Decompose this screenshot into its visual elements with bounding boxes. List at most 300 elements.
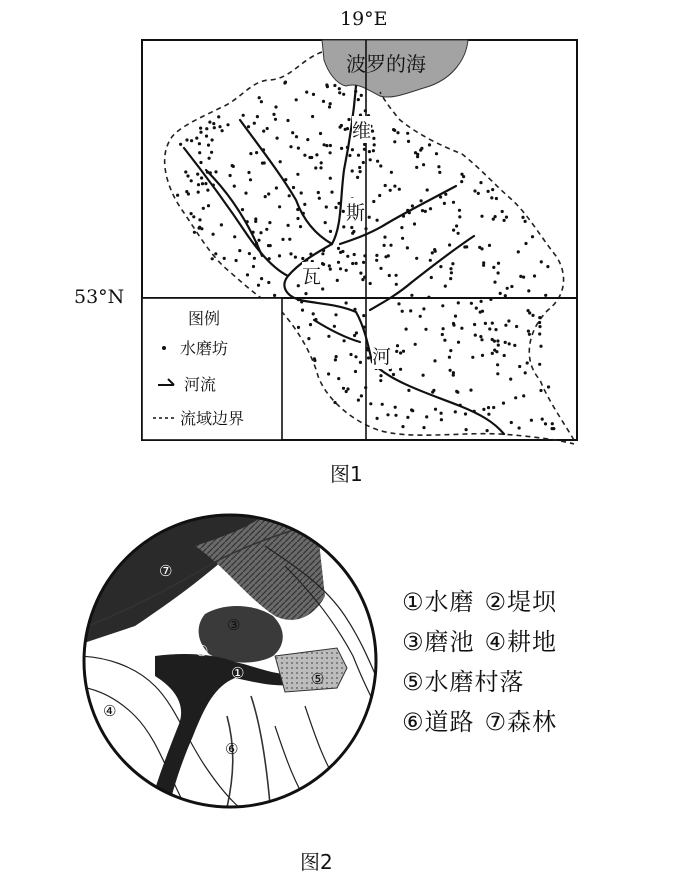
water-mill-dot xyxy=(205,135,208,138)
water-mill-dot xyxy=(337,377,340,380)
key-road: ⑥道路 xyxy=(402,708,475,736)
water-mill-dot xyxy=(443,339,446,342)
water-mill-dot xyxy=(395,274,398,277)
water-mill-dot xyxy=(452,322,455,325)
water-mill-dot xyxy=(278,254,281,257)
water-mill-dot xyxy=(464,412,467,415)
water-mill-dot xyxy=(439,195,442,198)
water-mill-dot xyxy=(509,378,512,381)
water-mill-dot xyxy=(344,128,347,131)
water-mill-dot xyxy=(364,109,367,112)
water-mill-dot xyxy=(343,339,346,342)
water-mill-dot xyxy=(330,191,333,194)
water-mill-dot xyxy=(351,148,354,151)
water-mill-dot xyxy=(415,166,418,169)
river-char-3: 瓦 xyxy=(302,262,321,289)
water-mill-dot xyxy=(363,254,366,257)
water-mill-dot xyxy=(407,140,410,143)
water-mill-dot xyxy=(363,143,366,146)
water-mill-dot xyxy=(210,151,213,154)
water-mill-dot xyxy=(448,356,451,359)
water-mill-dot xyxy=(495,350,498,353)
water-mill-dot xyxy=(479,181,482,184)
water-mill-dot xyxy=(198,226,201,229)
water-mill-dot xyxy=(379,164,382,167)
water-mill-dot xyxy=(538,316,541,319)
water-mill-dot xyxy=(342,225,345,228)
water-mill-dot xyxy=(317,191,320,194)
water-mill-dot xyxy=(415,257,418,260)
water-mill-dot xyxy=(439,265,442,268)
water-mill-dot xyxy=(538,363,541,366)
water-mill-dot xyxy=(379,267,382,270)
water-mill-dot xyxy=(487,406,490,409)
water-mill-dot xyxy=(214,170,217,173)
water-mill-dot xyxy=(375,259,378,262)
water-mill-dot xyxy=(376,160,379,163)
water-mill-dot xyxy=(449,267,452,270)
water-mill-dot xyxy=(359,170,362,173)
water-mill-dot xyxy=(411,204,414,207)
water-mill-dot xyxy=(346,387,349,390)
water-mill-dot xyxy=(518,365,521,368)
water-mill-dot xyxy=(328,105,331,108)
water-mill-dot xyxy=(541,418,544,421)
water-mill-dot xyxy=(454,410,457,413)
water-mill-dot xyxy=(469,389,472,392)
water-mill-dot xyxy=(396,131,399,134)
water-mill-dot xyxy=(487,190,490,193)
water-mill-dot xyxy=(364,386,367,389)
water-mill-dot xyxy=(304,292,307,295)
water-mill-dot xyxy=(193,231,196,234)
water-mill-dot xyxy=(369,402,372,405)
water-mill-dot xyxy=(419,315,422,318)
water-mill-dot xyxy=(405,328,408,331)
water-mill-dot xyxy=(379,374,382,377)
mill-pond xyxy=(199,606,283,663)
water-mill-dot xyxy=(406,132,409,135)
water-mill-dot xyxy=(213,126,216,129)
water-mill-dot xyxy=(337,261,340,264)
water-mill-dot xyxy=(389,189,392,192)
water-mill-dot xyxy=(192,215,195,218)
water-mill-dot xyxy=(372,137,375,140)
legend-item-boundary xyxy=(152,406,244,429)
water-mill-dot xyxy=(454,315,457,318)
water-mill-dot xyxy=(253,257,256,260)
water-mill-dot xyxy=(246,273,249,276)
figure2-key xyxy=(402,582,567,742)
water-mill-dot xyxy=(452,201,455,204)
water-mill-dot xyxy=(496,372,499,375)
water-mill-dot xyxy=(291,131,294,134)
water-mill-dot xyxy=(212,233,215,236)
water-mill-dot xyxy=(475,307,478,310)
water-mill-dot xyxy=(502,402,505,405)
water-mill-dot xyxy=(335,355,338,358)
water-mill-dot xyxy=(333,84,336,87)
water-mill-dot xyxy=(471,356,474,359)
water-mill-dot xyxy=(420,147,423,150)
water-mill-dot xyxy=(477,192,480,195)
water-mill-dot xyxy=(395,350,398,353)
water-mill-dot xyxy=(284,81,287,84)
water-mill-dot xyxy=(356,176,359,179)
water-mill-dot xyxy=(301,309,304,312)
water-mill-dot xyxy=(357,154,360,157)
water-mill-dot xyxy=(233,185,236,188)
water-mill-dot xyxy=(292,186,295,189)
water-mill-dot xyxy=(334,206,337,209)
water-mill-dot xyxy=(206,189,209,192)
water-mill-dot xyxy=(430,276,433,279)
water-mill-dot xyxy=(255,242,258,245)
water-mill-dot xyxy=(488,327,491,330)
water-mill-dot xyxy=(221,129,224,132)
water-mill-dot xyxy=(325,144,328,147)
marker-1: ① xyxy=(231,664,245,682)
water-mill-dot xyxy=(414,343,417,346)
water-mill-dot xyxy=(206,171,209,174)
water-mill-dot xyxy=(342,210,345,213)
water-mill-dot xyxy=(311,115,314,118)
water-mill-dot xyxy=(473,189,476,192)
water-mill-dot xyxy=(487,413,490,416)
water-mill-dot xyxy=(329,144,332,147)
water-mill-dot xyxy=(185,190,188,193)
water-mill-dot xyxy=(262,130,265,133)
water-mill-dot xyxy=(426,188,429,191)
water-mill-dot xyxy=(244,192,247,195)
marker-4: ④ xyxy=(103,702,117,720)
water-mill-dot xyxy=(410,294,413,297)
water-mill-dot xyxy=(533,274,536,277)
water-mill-dot xyxy=(504,294,507,297)
water-mill-dot xyxy=(355,262,358,265)
water-mill-dot xyxy=(289,252,292,255)
water-mill-dot xyxy=(513,344,516,347)
water-mill-dot xyxy=(300,300,303,303)
water-mill-dot xyxy=(444,193,447,196)
water-mill-dot xyxy=(217,115,220,118)
key-farmland: ④耕地 xyxy=(484,628,558,656)
water-mill-dot xyxy=(501,210,504,213)
water-mill-dot xyxy=(371,130,374,133)
water-mill-dot xyxy=(338,87,341,90)
water-mill-dot xyxy=(266,127,269,130)
water-mill-dot xyxy=(431,391,434,394)
water-mill-dot xyxy=(201,182,204,185)
water-mill-dot xyxy=(235,259,238,262)
water-mill-dot xyxy=(212,184,215,187)
water-mill-dot xyxy=(296,217,299,220)
water-mill-dot xyxy=(491,188,494,191)
water-mill-dot xyxy=(422,374,425,377)
water-mill-dot xyxy=(449,349,452,352)
key-mill-pond: ③磨池 xyxy=(402,628,475,656)
water-mill-dot xyxy=(479,335,482,338)
water-mill-dot xyxy=(383,236,386,239)
water-mill-dot xyxy=(369,282,372,285)
water-mill-dot xyxy=(196,173,199,176)
water-mill-dot xyxy=(363,148,366,151)
water-mill-dot xyxy=(358,166,361,169)
water-mill-dot xyxy=(334,358,337,361)
water-mill-dot xyxy=(351,262,354,265)
water-mill-dot xyxy=(274,105,277,108)
water-mill-dot xyxy=(491,322,494,325)
water-mill-dot xyxy=(367,356,370,359)
water-mill-dot xyxy=(289,145,292,148)
water-mill-dot xyxy=(376,219,379,222)
water-mill-dot xyxy=(267,244,270,247)
water-mill-dot xyxy=(337,247,340,250)
water-mill-dot xyxy=(429,259,432,262)
marker-7: ⑦ xyxy=(159,562,173,580)
water-mill-dot xyxy=(190,212,193,215)
water-mill-dot xyxy=(297,298,300,301)
water-mill-dot xyxy=(259,231,262,234)
water-mill-dot xyxy=(505,216,508,219)
water-mill-dot xyxy=(263,161,266,164)
water-mill-dot xyxy=(421,209,424,212)
water-mill-dot xyxy=(254,220,257,223)
key-mill: ①水磨 xyxy=(402,588,475,616)
water-mill-dot xyxy=(474,334,477,337)
water-mill-dot xyxy=(372,200,375,203)
water-mill-dot xyxy=(435,152,438,155)
water-mill-dot xyxy=(329,268,332,271)
water-mill-dot xyxy=(249,178,252,181)
water-mill-dot xyxy=(353,253,356,256)
water-mill-dot xyxy=(440,418,443,421)
water-mill-dot xyxy=(297,284,300,287)
water-mill-dot xyxy=(312,312,315,315)
water-mill-dot xyxy=(246,220,249,223)
water-mill-dot xyxy=(491,352,494,355)
marker-5: ⑤ xyxy=(311,670,325,688)
water-mill-dot xyxy=(524,371,527,374)
water-mill-dot xyxy=(276,137,279,140)
water-mill-dot xyxy=(309,323,312,326)
water-mill-dot xyxy=(527,289,530,292)
water-mill-village-diagram xyxy=(75,506,385,816)
water-mill-dot xyxy=(407,389,410,392)
water-mill-dot xyxy=(305,91,308,94)
water-mill-dot xyxy=(303,203,306,206)
water-mill-dot xyxy=(503,219,506,222)
water-mill-dot xyxy=(297,147,300,150)
water-mill-dot xyxy=(400,226,403,229)
water-mill-dot xyxy=(406,246,409,249)
water-mill-dot xyxy=(279,160,282,163)
vistula-main xyxy=(284,86,504,434)
water-mill-dot xyxy=(208,121,211,124)
water-mill-dot xyxy=(336,279,339,282)
tributary-nw xyxy=(240,120,332,244)
water-mill-dot xyxy=(325,83,328,86)
water-mill-dot xyxy=(309,253,312,256)
water-mill-dot xyxy=(190,179,193,182)
water-mill-dot xyxy=(321,252,324,255)
water-mill-dot xyxy=(320,161,323,164)
water-mill-dot xyxy=(519,275,522,278)
water-mill-dot xyxy=(202,207,205,210)
water-mill-dot xyxy=(197,183,200,186)
water-mill-dot xyxy=(272,113,275,116)
water-mill-dot xyxy=(496,363,499,366)
water-mill-dot xyxy=(449,369,452,372)
water-mill-dot xyxy=(460,180,463,183)
water-mill-dot xyxy=(260,100,263,103)
water-mill-dot xyxy=(186,174,189,177)
water-mill-dot xyxy=(287,224,290,227)
water-mill-dot xyxy=(242,114,245,117)
water-mill-dot xyxy=(322,100,325,103)
water-mill-dot xyxy=(397,302,400,305)
water-mill-dot xyxy=(366,348,369,351)
water-mill-dot xyxy=(510,421,513,424)
water-mill-dot xyxy=(288,194,291,197)
water-mill-dot xyxy=(341,250,344,253)
legend-title: 图例 xyxy=(188,309,221,328)
water-mill-dot xyxy=(401,237,404,240)
water-mill-dot xyxy=(422,307,425,310)
water-mill-dot xyxy=(399,351,402,354)
water-mill-dot xyxy=(496,339,499,342)
boundary-symbol-icon xyxy=(152,413,176,423)
water-mill-dot xyxy=(504,324,507,327)
water-mill-dot xyxy=(321,287,324,290)
water-mill-dot xyxy=(281,238,284,241)
water-mill-dot xyxy=(484,322,487,325)
water-mill-dot xyxy=(322,249,325,252)
water-mill-dot xyxy=(207,144,210,147)
water-mill-dot xyxy=(329,230,332,233)
legend-item-river xyxy=(156,372,216,395)
water-mill-dot xyxy=(546,265,549,268)
water-mill-dot xyxy=(514,396,517,399)
water-mill-dot xyxy=(241,208,244,211)
water-mill-dot xyxy=(444,285,447,288)
water-mill-dot xyxy=(458,215,461,218)
water-mill-dot xyxy=(455,224,458,227)
water-mill-dot xyxy=(493,281,496,284)
water-mill-dot xyxy=(351,232,354,235)
water-mill-dot xyxy=(357,399,360,402)
river-char-2: 斯 xyxy=(346,198,365,225)
water-mill-dot xyxy=(214,252,217,255)
water-mill-dot xyxy=(198,151,201,154)
water-mill-dot xyxy=(218,125,221,128)
water-mill-dot xyxy=(268,257,271,260)
water-mill-dot xyxy=(438,171,441,174)
water-mill-dot xyxy=(384,184,387,187)
water-mill-dot xyxy=(504,341,507,344)
water-mill-dot xyxy=(273,294,276,297)
water-mill-dot xyxy=(368,150,371,153)
water-mill-dot xyxy=(212,122,215,125)
water-mill-dot xyxy=(488,244,491,247)
water-mill-dot xyxy=(510,285,513,288)
water-mill-dot xyxy=(451,262,454,265)
water-mill-dot xyxy=(362,326,365,329)
water-mill-dot xyxy=(431,251,434,254)
water-mill-dot xyxy=(396,344,399,347)
water-mill-dot xyxy=(284,178,287,181)
water-mill-dot xyxy=(414,151,417,154)
water-mill-dot xyxy=(359,361,362,364)
water-mill-dot xyxy=(198,142,201,145)
water-mill-dot xyxy=(473,410,476,413)
water-mill-dot xyxy=(264,195,267,198)
water-mill-dot xyxy=(176,194,179,197)
water-mill-dot xyxy=(393,129,396,132)
water-mill-dot xyxy=(528,333,531,336)
water-mill-dot xyxy=(530,419,533,422)
legend-label-boundary: 流域边界 xyxy=(180,409,245,428)
water-mill-dot xyxy=(347,118,350,121)
water-mill-dot xyxy=(398,188,401,191)
figure1-caption: 图1 xyxy=(330,462,363,486)
water-mill-dot xyxy=(379,379,382,382)
water-mill-dot xyxy=(416,155,419,158)
water-mill-dot xyxy=(458,209,461,212)
water-mill-dot xyxy=(301,257,304,260)
water-mill-dot xyxy=(333,401,336,404)
water-mill-dot xyxy=(324,221,327,224)
water-mill-dot xyxy=(231,164,234,167)
water-mill-dot xyxy=(540,260,543,263)
water-mill-dot xyxy=(538,325,541,328)
water-mill-dot xyxy=(360,394,363,397)
water-mill-dot xyxy=(342,387,345,390)
water-mill-dot xyxy=(442,327,445,330)
water-mill-dot xyxy=(200,176,203,179)
water-mill-dot xyxy=(441,333,444,336)
water-mill-dot xyxy=(303,154,306,157)
legend-label-river: 河流 xyxy=(184,375,217,394)
water-mill-dot xyxy=(457,301,460,304)
water-mill-dot xyxy=(440,412,443,415)
water-mill-dot xyxy=(381,403,384,406)
water-mill-dot xyxy=(465,428,468,431)
water-mill-dot xyxy=(184,170,187,173)
water-mill-dot xyxy=(401,310,404,313)
water-mill-dot xyxy=(428,143,431,146)
mill-dot-icon xyxy=(162,346,166,350)
water-mill-dot xyxy=(448,243,451,246)
water-mill-dot xyxy=(526,361,529,364)
water-mill-dot xyxy=(409,309,412,312)
water-mill-dot xyxy=(473,323,476,326)
water-mill-dot xyxy=(401,425,404,428)
water-mill-dot xyxy=(497,262,500,265)
water-mill-dot xyxy=(346,146,349,149)
water-mill-dot xyxy=(481,354,484,357)
water-mill-dot xyxy=(465,245,468,248)
water-mill-dot xyxy=(286,119,289,122)
water-mill-dot xyxy=(204,182,207,185)
water-mill-dot xyxy=(211,138,214,141)
water-mill-dot xyxy=(494,328,497,331)
water-mill-dot xyxy=(359,272,362,275)
water-mill-dot xyxy=(452,229,455,232)
water-mill-dot xyxy=(427,296,430,299)
water-mill-dot xyxy=(410,408,413,411)
river-symbol-icon xyxy=(156,377,178,391)
